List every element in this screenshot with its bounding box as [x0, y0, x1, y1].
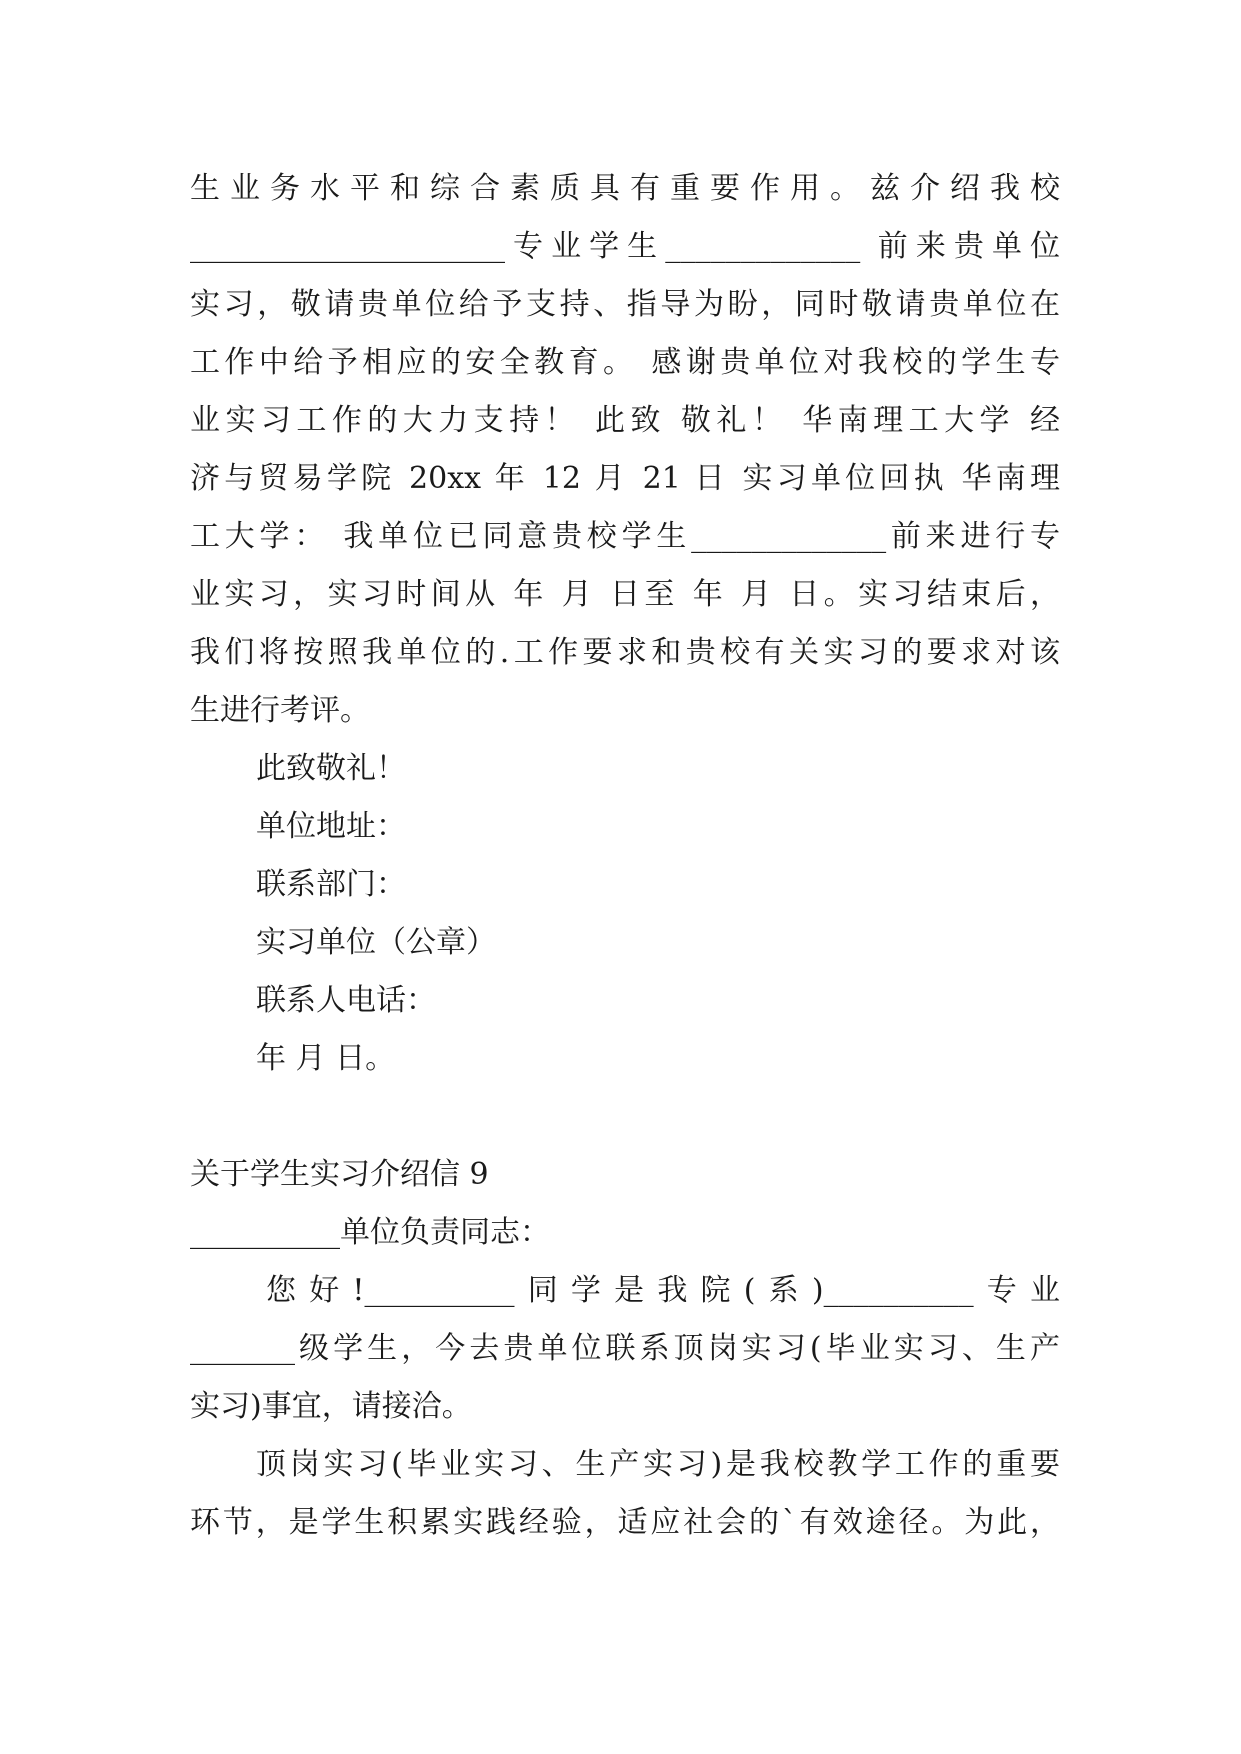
text-line: 我们将按照我单位的.工作要求和贵校有关实习的要求对该: [190, 635, 1060, 670]
text-line: 环节，是学生积累实践经验，适应社会的`有效途径。为此，: [190, 1505, 1060, 1540]
closing-line: 实习单位（公章）: [256, 925, 496, 960]
text-line: 顶岗实习(毕业实习、生产实习)是我校教学工作的重要: [256, 1447, 1060, 1482]
text-line: 济与贸易学院 20xx 年 12 月 21 日 实习单位回执 华南理: [190, 461, 1060, 496]
document-body: [190, 160, 1060, 1552]
text-line: 实习)事宜，请接洽。: [190, 1389, 472, 1424]
text-line: 工大学： 我单位已同意贵校学生_____________前来进行专: [190, 519, 1060, 554]
text-line: 业实习工作的大力支持！ 此致 敬礼！ 华南理工大学 经: [190, 403, 1060, 438]
text-line: 生进行考评。: [190, 693, 370, 728]
closing-line: 此致敬礼！: [256, 751, 406, 786]
section-gap: [190, 1088, 1060, 1146]
salutation: __________单位负责同志：: [190, 1215, 550, 1250]
closing-line: 年 月 日。: [256, 1041, 396, 1076]
section-title: 关于学生实习介绍信 9: [190, 1157, 489, 1192]
closing-line: 单位地址：: [256, 809, 406, 844]
text-line: 您好!__________同学是我院(系)__________专业: [266, 1273, 1060, 1308]
text-line: 实习，敬请贵单位给予支持、指导为盼，同时敬请贵单位在: [190, 287, 1060, 322]
text-line: 工作中给予相应的安全教育。 感谢贵单位对我校的学生专: [190, 345, 1060, 380]
text-line: 生业务水平和综合素质具有重要作用。兹介绍我校: [190, 171, 1060, 206]
text-line: _______级学生，今去贵单位联系顶岗实习(毕业实习、生产: [190, 1331, 1060, 1366]
text-line: _____________________专业学生_____________ 前来贵单位: [190, 229, 1060, 264]
closing-line: 联系部门：: [256, 867, 406, 902]
closing-line: 联系人电话：: [256, 983, 436, 1018]
text-line: 业实习，实习时间从 年 月 日至 年 月 日。实习结束后，: [190, 577, 1060, 612]
